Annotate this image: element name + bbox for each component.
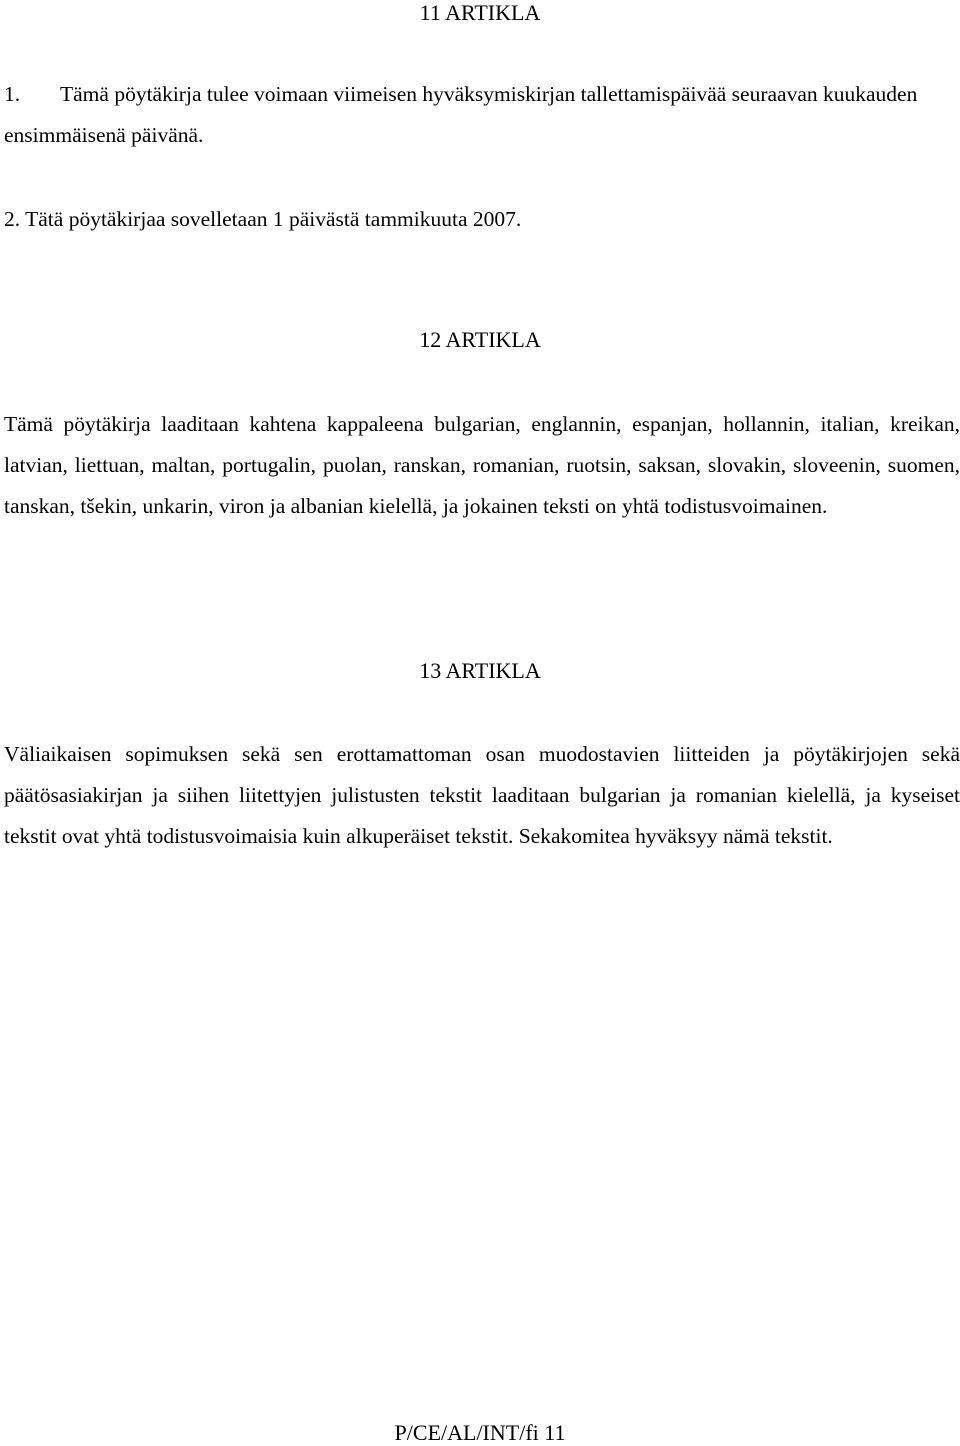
- item-text: Tämä pöytäkirja tulee voimaan viimeisen hyväksymiskirjan tallettamispäivää seuraavan kuukauden ensimmäisenä päivänä.: [4, 82, 918, 147]
- item-number: 2.: [4, 207, 21, 231]
- article-11-item-2: [4, 199, 954, 240]
- item-number: 1.: [4, 82, 21, 106]
- article-12-text: Tämä pöytäkirja laaditaan kahtena kappaleena bulgarian, englannin, espanjan, hollannin, italian, kreikan, latvian, liettuan, maltan, portugalin, puolan, ranskan, romanian, ruotsin, saksan, slovakin, sloveenin, suomen, tanskan, tšekin, unkarin, viron ja albanian kielellä, ja jokainen teksti on yhtä todistusvoimainen.: [4, 412, 960, 518]
- article-11-heading: 11 ARTIKLA: [419, 0, 541, 25]
- article-12-heading: 12 ARTIKLA: [419, 327, 541, 352]
- article-13-text: Väliaikaisen sopimuksen sekä sen erottamattoman osan muodostavien liitteiden ja pöytäkirjojen sekä päätösasiakirjan ja siihen liitettyjen julistusten tekstit laaditaan bulgarian ja romanian kielellä, ja kyseiset tekstit ovat yhtä todistusvoimaisia kuin alkuperäiset tekstit. Sekakomitea hyväksyy nämä tekstit.: [4, 742, 960, 848]
- item-text: Tätä pöytäkirjaa sovelletaan 1 päivästä tammikuuta 2007.: [25, 207, 522, 231]
- article-13-heading: 13 ARTIKLA: [419, 658, 541, 683]
- article-11-item-1: [4, 74, 954, 156]
- page-footer-reference: P/CE/AL/INT/fi 11: [394, 1420, 566, 1445]
